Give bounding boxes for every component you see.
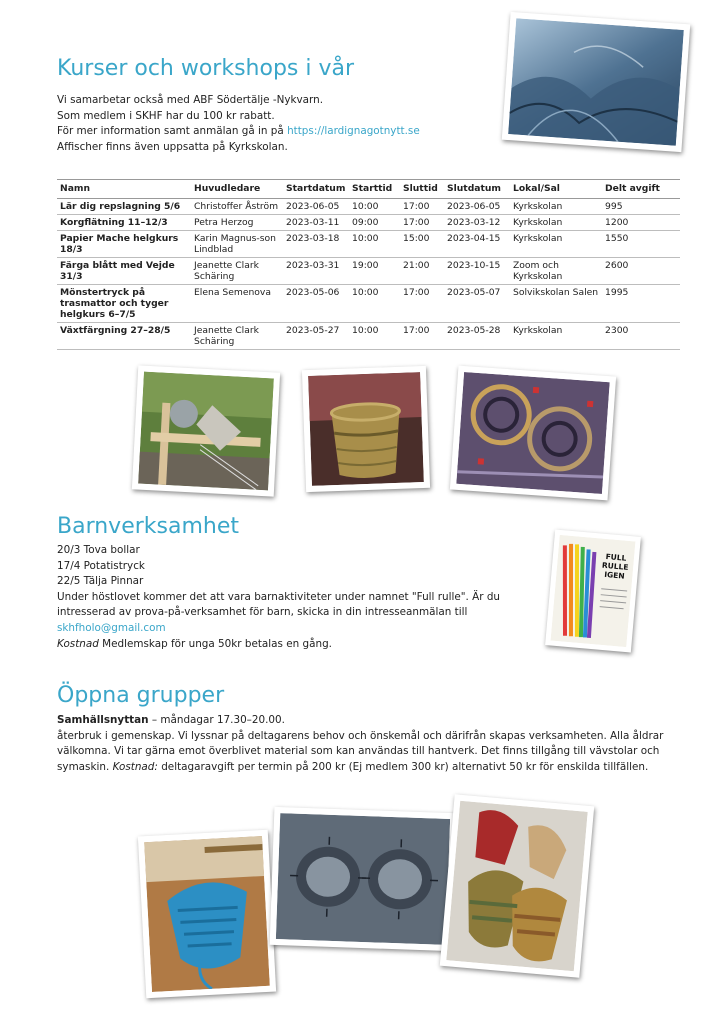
abf-link[interactable]: https://lardignagotnytt.se: [287, 125, 420, 138]
group-body: återbruk i gemenskap. Vi lyssnar på deltagarens behov och önskemål och därifrån skapas verksamheten. Alla åldrar välkomna. Vi tar gärna emot överblivet material som kan användas till hantverk. Det finns tillgång till vävstolar och symaskin.: [57, 729, 664, 773]
table-row: [57, 258, 680, 285]
cell-fee: 2300: [602, 323, 680, 350]
intro-line: Som medlem i SKHF har du 100 kr rabatt.: [57, 109, 275, 122]
group-description: [57, 729, 677, 776]
cell-start-time: 10:00: [349, 323, 400, 350]
cell-location: Kyrkskolan: [510, 215, 602, 231]
column-header: Huvudledare: [191, 180, 283, 199]
kids-email-link[interactable]: skhfholo@gmail.com: [57, 621, 166, 634]
photo-basket: [302, 366, 430, 492]
cell-end-date: 2023-04-15: [444, 231, 510, 258]
table-row: [57, 323, 680, 350]
cell-start-date: 2023-05-27: [283, 323, 349, 350]
cell-leader: Jeanette Clark Schäring: [191, 323, 283, 350]
intro-line: Affischer finns även uppsatta på Kyrkskolan.: [57, 140, 288, 153]
poster-title-line: RULLE: [601, 560, 629, 572]
kids-cost-text: Medlemskap för unga 50kr betalas en gång.: [98, 637, 332, 650]
poster-title-line: FULL: [605, 551, 627, 563]
cell-leader: Petra Herzog: [191, 215, 283, 231]
group-title: Samhällsnyttan: [57, 714, 149, 726]
table-row: [57, 215, 680, 231]
cell-start-date: 2023-03-18: [283, 231, 349, 258]
kids-heading: Barnverksamhet: [57, 514, 239, 539]
groups-section: [57, 713, 677, 775]
kids-cost: [57, 637, 557, 653]
cell-end-date: 2023-05-28: [444, 323, 510, 350]
kids-event: 17/4 Potatistryck: [57, 559, 145, 572]
cell-leader: Karin Magnus-son Lindblad: [191, 231, 283, 258]
kids-event: 22/5 Tälja Pinnar: [57, 575, 144, 588]
cell-start-date: 2023-06-05: [283, 199, 349, 215]
intro-line: Vi samarbetar också med ABF Södertälje -Nykvarn.: [57, 94, 324, 106]
column-header: Starttid: [349, 180, 400, 199]
cell-start-date: 2023-03-31: [283, 258, 349, 285]
cell-name: Korgflätning 11–12/3: [57, 215, 191, 231]
cell-location: Zoom och Kyrkskolan: [510, 258, 602, 285]
cell-leader: Elena Semenova: [191, 285, 283, 323]
column-header: Slutdatum: [444, 180, 510, 199]
cell-fee: 1995: [602, 285, 680, 323]
cell-end-date: 2023-10-15: [444, 258, 510, 285]
table-header-row: [57, 180, 680, 199]
table-row: [57, 285, 680, 323]
cell-start-time: 10:00: [349, 285, 400, 323]
cell-end-date: 2023-05-07: [444, 285, 510, 323]
cell-fee: 1200: [602, 215, 680, 231]
courses-intro: [57, 93, 477, 155]
cell-name: Papier Mache helgkurs 18/3: [57, 231, 191, 258]
cell-end-time: 17:00: [400, 215, 444, 231]
column-header: Lokal/Sal: [510, 180, 602, 199]
cell-location: Kyrkskolan: [510, 231, 602, 258]
cell-end-time: 21:00: [400, 258, 444, 285]
cell-location: Kyrkskolan: [510, 323, 602, 350]
cell-end-time: 15:00: [400, 231, 444, 258]
cell-end-time: 17:00: [400, 285, 444, 323]
cell-end-date: 2023-06-05: [444, 199, 510, 215]
courses-table: [57, 179, 680, 350]
cell-fee: 995: [602, 199, 680, 215]
group-title-line: [57, 713, 677, 729]
cell-start-time: 10:00: [349, 199, 400, 215]
column-header: Sluttid: [400, 180, 444, 199]
poster-title-line: IGEN: [603, 569, 625, 581]
group-cost-label: Kostnad:: [112, 760, 158, 773]
group-schedule: – måndagar 17.30–20.00.: [148, 714, 285, 726]
photo-full-rulle-poster: [545, 529, 641, 652]
cell-start-date: 2023-03-11: [283, 215, 349, 231]
photo-macrame: [138, 830, 276, 999]
cell-leader: Christoffer Åström: [191, 199, 283, 215]
kids-event: 20/3 Tova bollar: [57, 544, 140, 556]
cell-end-time: 17:00: [400, 199, 444, 215]
cell-start-time: 19:00: [349, 258, 400, 285]
cell-start-date: 2023-05-06: [283, 285, 349, 323]
kids-section: [57, 543, 557, 652]
intro-line: [57, 124, 477, 140]
photo-blue-fabric: [502, 12, 690, 152]
cell-name: Lär dig repslagning 5/6: [57, 199, 191, 215]
intro-line-text: För mer information samt anmälan gå in på: [57, 125, 288, 138]
table-row: [57, 231, 680, 258]
cell-name: Växtfärgning 27–28/5: [57, 323, 191, 350]
cell-location: Solvikskolan Salen: [510, 285, 602, 323]
table-row: [57, 199, 680, 215]
cell-start-time: 10:00: [349, 231, 400, 258]
photo-printed-fabric: [450, 366, 616, 501]
photo-rope-making: [132, 365, 280, 496]
cell-end-date: 2023-03-12: [444, 215, 510, 231]
cell-name: Färga blått med Vejde 31/3: [57, 258, 191, 285]
kids-cost-label: Kostnad: [57, 637, 99, 650]
groups-heading: Öppna grupper: [57, 683, 225, 708]
photo-embroidery: [270, 807, 457, 951]
cell-fee: 1550: [602, 231, 680, 258]
kids-description: Under höstlovet kommer det att vara barnaktiviteter under namnet "Full rulle". Är du intresserad av prova-på-verksamhet för barn, skicka in din intresseanmälan till: [57, 590, 501, 619]
cell-name: Mönstertryck på trasmattor och tyger helgkurs 6–7/5: [57, 285, 191, 323]
cell-location: Kyrkskolan: [510, 199, 602, 215]
cell-fee: 2600: [602, 258, 680, 285]
cell-start-time: 09:00: [349, 215, 400, 231]
courses-heading: Kurser och workshops i vår: [57, 56, 355, 81]
column-header: Delt avgift: [602, 180, 680, 199]
photo-knitted-mittens: [440, 794, 594, 978]
cell-end-time: 17:00: [400, 323, 444, 350]
group-cost-text: deltagaravgift per termin på 200 kr (Ej medlem 300 kr) alternativt 50 kr för enskilda tillfällen.: [157, 760, 649, 773]
column-header: Namn: [57, 180, 191, 199]
column-header: Startdatum: [283, 180, 349, 199]
cell-leader: Jeanette Clark Schäring: [191, 258, 283, 285]
